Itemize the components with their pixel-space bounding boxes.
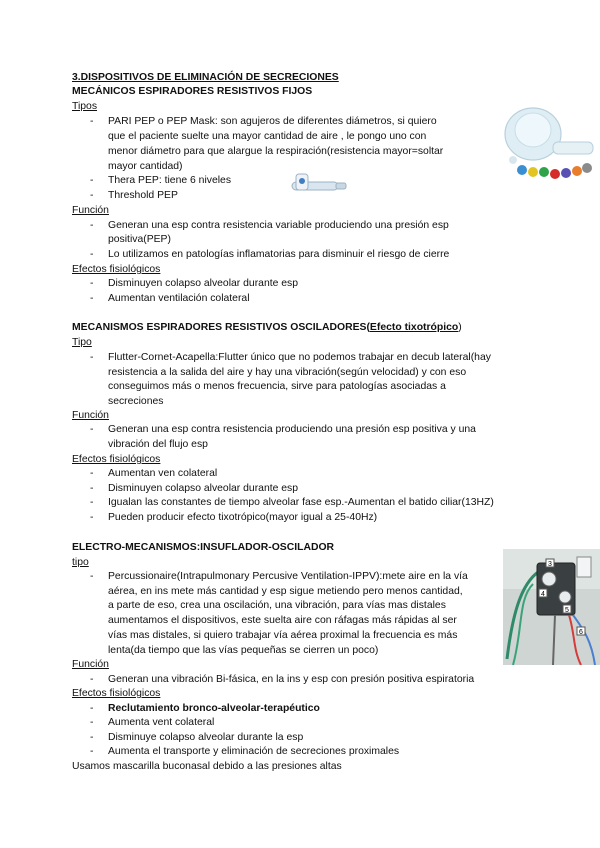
list-item-cont: mayor cantidad) [108,161,183,172]
section-title: 3.DISPOSITIVOS DE ELIMINACIÓN DE SECRECIONES [72,72,339,83]
device-label: 3 [548,561,552,568]
bullet: - [90,674,94,685]
list-item-cont: vibración del flujo esp [108,439,208,450]
device-label: 6 [579,629,583,636]
funcion-label: Función [72,410,109,421]
section-subtitle: MECÁNICOS ESPIRADORES RESISTIVOS FIJOS [72,86,313,97]
bullet: - [90,424,94,435]
list-item: Aumentan ventilación colateral [108,293,250,304]
list-item-cont: menor diámetro para que alargue la respiración(resistencia mayor=soltar [108,146,444,157]
list-item: Aumenta el transporte y eliminación de secreciones proximales [108,746,400,757]
list-item: Disminuye colapso alveolar durante la esp [108,732,304,743]
bullet: - [90,352,94,363]
section-title [72,321,462,335]
bullet: - [90,571,94,582]
list-item: Pueden producir efecto tixotrópico(mayor igual a 25-40Hz) [108,512,378,523]
tipo-label: tipo [72,557,89,568]
funcion-label: Función [72,205,109,216]
bullet: - [90,175,94,186]
list-item: PARI PEP o PEP Mask: son agujeros de diferentes diámetros, si quiero [108,116,437,127]
list-item-cont: secreciones [108,396,164,407]
list-item: Disminuyen colapso alveolar durante esp [108,278,299,289]
bullet: - [90,746,94,757]
list-item: Threshold PEP [108,190,178,201]
thera-pep-image [288,170,350,202]
tipo-label: Tipo [72,337,92,348]
list-item: Thera PEP: tiene 6 niveles [108,175,232,186]
efectos-label: Efectos fisiológicos [72,264,161,275]
efectos-label: Efectos fisiológicos [72,688,161,699]
device-label: 4 [541,591,545,598]
bullet: - [90,190,94,201]
list-item-cont: conseguimos más o menos frecuencia, sirve para patologías asociadas a [108,381,446,392]
bullet: - [90,717,94,728]
list-item: Generan una vibración Bi-fásica, en la ins y esp con presión positiva espiratoria [108,674,475,685]
list-item-cont: resistencia a la salida del aire y hay una vibración(según velocidad) y con eso [108,367,467,378]
bullet: - [90,249,94,260]
list-item: Igualan las constantes de tiempo alveolar fase esp.-Aumentan el batido ciliar(13HZ) [108,497,494,508]
bullet: - [90,278,94,289]
bullet: - [90,468,94,479]
list-item: Flutter-Cornet-Acapella:Flutter único que no podemos trabajar en decub lateral(hay [108,352,491,363]
list-item-cont: a parte de eso, crea una oscilación, una vibración, para vías mas distales [108,600,446,611]
bullet: - [90,703,94,714]
bullet: - [90,293,94,304]
list-item-cont: lenta(da tiempo que las vías pequeñas se cierren un poco) [108,645,379,656]
bullet: - [90,220,94,231]
bullet: - [90,116,94,127]
list-item-cont: aérea, en ins mete más cantidad y esp sigue metiendo pero menos cantidad, [108,586,463,597]
list-item-cont: positiva(PEP) [108,234,171,245]
tipos-label: Tipos [72,101,98,112]
title-paren-open: ( [366,322,370,333]
list-item-cont: vías mas distales, si quiero trabajar vía aérea proximal la frecuencia es más [108,630,458,641]
list-item: Reclutamiento bronco-alveolar-terapéutico [108,703,320,714]
title-main: MECANISMOS ESPIRADORES RESISTIVOS OSCILADORES [72,322,367,333]
bullet: - [90,512,94,523]
list-item-cont: que el paciente suelte una mayor cantidad de aire , le pongo uno con [108,131,427,142]
list-item: Disminuyen colapso alveolar durante esp [108,483,299,494]
efectos-label: Efectos fisiológicos [72,454,161,465]
title-paren-text: Efecto tixotrópico [369,322,459,333]
list-item: Percussionaire(Intrapulmonary Percusive Ventilation-IPPV):mete aire en la vía [108,571,468,582]
pep-mask-image [493,100,600,192]
list-item: Aumenta vent colateral [108,717,215,728]
section-title: ELECTRO-MECANISMOS:INSUFLADOR-OSCILADOR [72,542,335,553]
footer-note: Usamos mascarilla buconasal debido a las presiones altas [72,761,342,772]
list-item-cont: aumentamos el dispositivos, este suelta aire con ráfagas más rápidas al ser [108,615,457,626]
list-item: Lo utilizamos en patologías inflamatorias para disminuir el riesgo de cierre [108,249,450,260]
device-label: 5 [565,607,569,614]
bullet: - [90,732,94,743]
funcion-label: Función [72,659,109,670]
bullet: - [90,483,94,494]
list-item: Aumentan ven colateral [108,468,218,479]
list-item: Generan una esp contra resistencia variable produciendo una presión esp [108,220,449,231]
percussionaire-device-image [503,549,600,665]
bullet: - [90,497,94,508]
list-item: Generan una esp contra resistencia produciendo una presión esp positiva y una [108,424,476,435]
title-paren-close: ) [458,322,462,333]
